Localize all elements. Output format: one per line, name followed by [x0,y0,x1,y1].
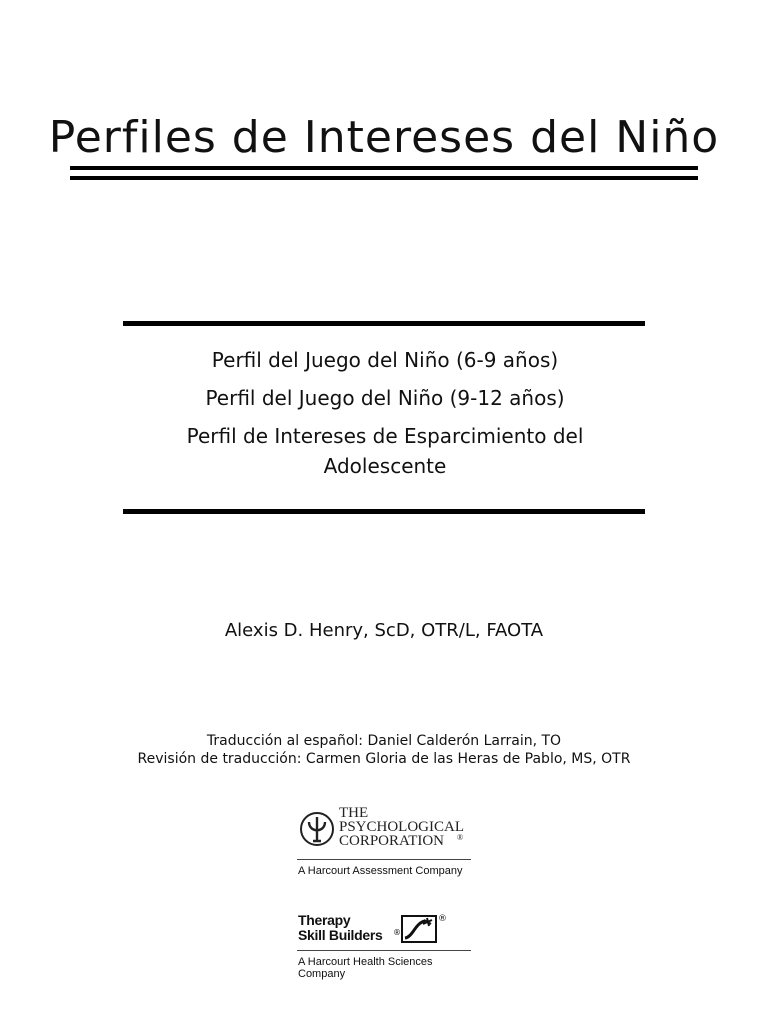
tsb-tagline: A Harcourt Health Sciences Company [298,956,433,980]
credits-block [0,732,768,768]
psychological-corporation-logo [297,805,477,880]
psych-corp-name-line2: PSYCHOLOGICAL [339,819,465,835]
subtitle-line-1: Perfil del Juego del Niño (6-9 años) [211,348,559,372]
revision-credit: Revisión de traducción: Carmen Gloria de las Heras de Pablo, MS, OTR [137,751,631,767]
subtitle-rule-top [123,321,645,326]
title-rule-bottom [70,176,698,180]
tsb-registered-mark: ® [393,928,401,937]
therapy-skill-builders-logo [297,912,477,980]
psych-corp-divider [297,859,471,860]
psi-emblem-icon [299,809,339,849]
psych-corp-name-line3: CORPORATION [339,833,445,849]
tsb-divider [297,950,471,951]
psych-corp-tagline: A Harcourt Assessment Company [298,865,463,877]
subtitle-rule-bottom [123,509,645,514]
title-rule-top [70,166,698,170]
tsb-stroke-emblem-icon [401,915,437,943]
tsb-name-line2: Skill Builders [298,927,383,943]
translation-credit: Traducción al español: Daniel Calderón Larrain, TO [206,733,562,749]
tsb-emblem-registered-mark: ® [438,914,447,924]
subtitle-line-3b: Adolescente [323,454,447,478]
author-line: Alexis D. Henry, ScD, OTR/L, FAOTA [224,620,544,641]
subtitle-line-3a: Perfil de Intereses de Esparcimiento del [186,424,584,448]
psych-corp-registered-mark: ® [457,833,464,842]
tsb-name-line1: Therapy [298,912,351,928]
subtitle-block [130,345,640,481]
subtitle-line-2: Perfil del Juego del Niño (9-12 años) [205,386,565,410]
document-title: Perfiles de Intereses del Niño [48,112,720,163]
psych-corp-name-line1: THE [339,805,369,821]
